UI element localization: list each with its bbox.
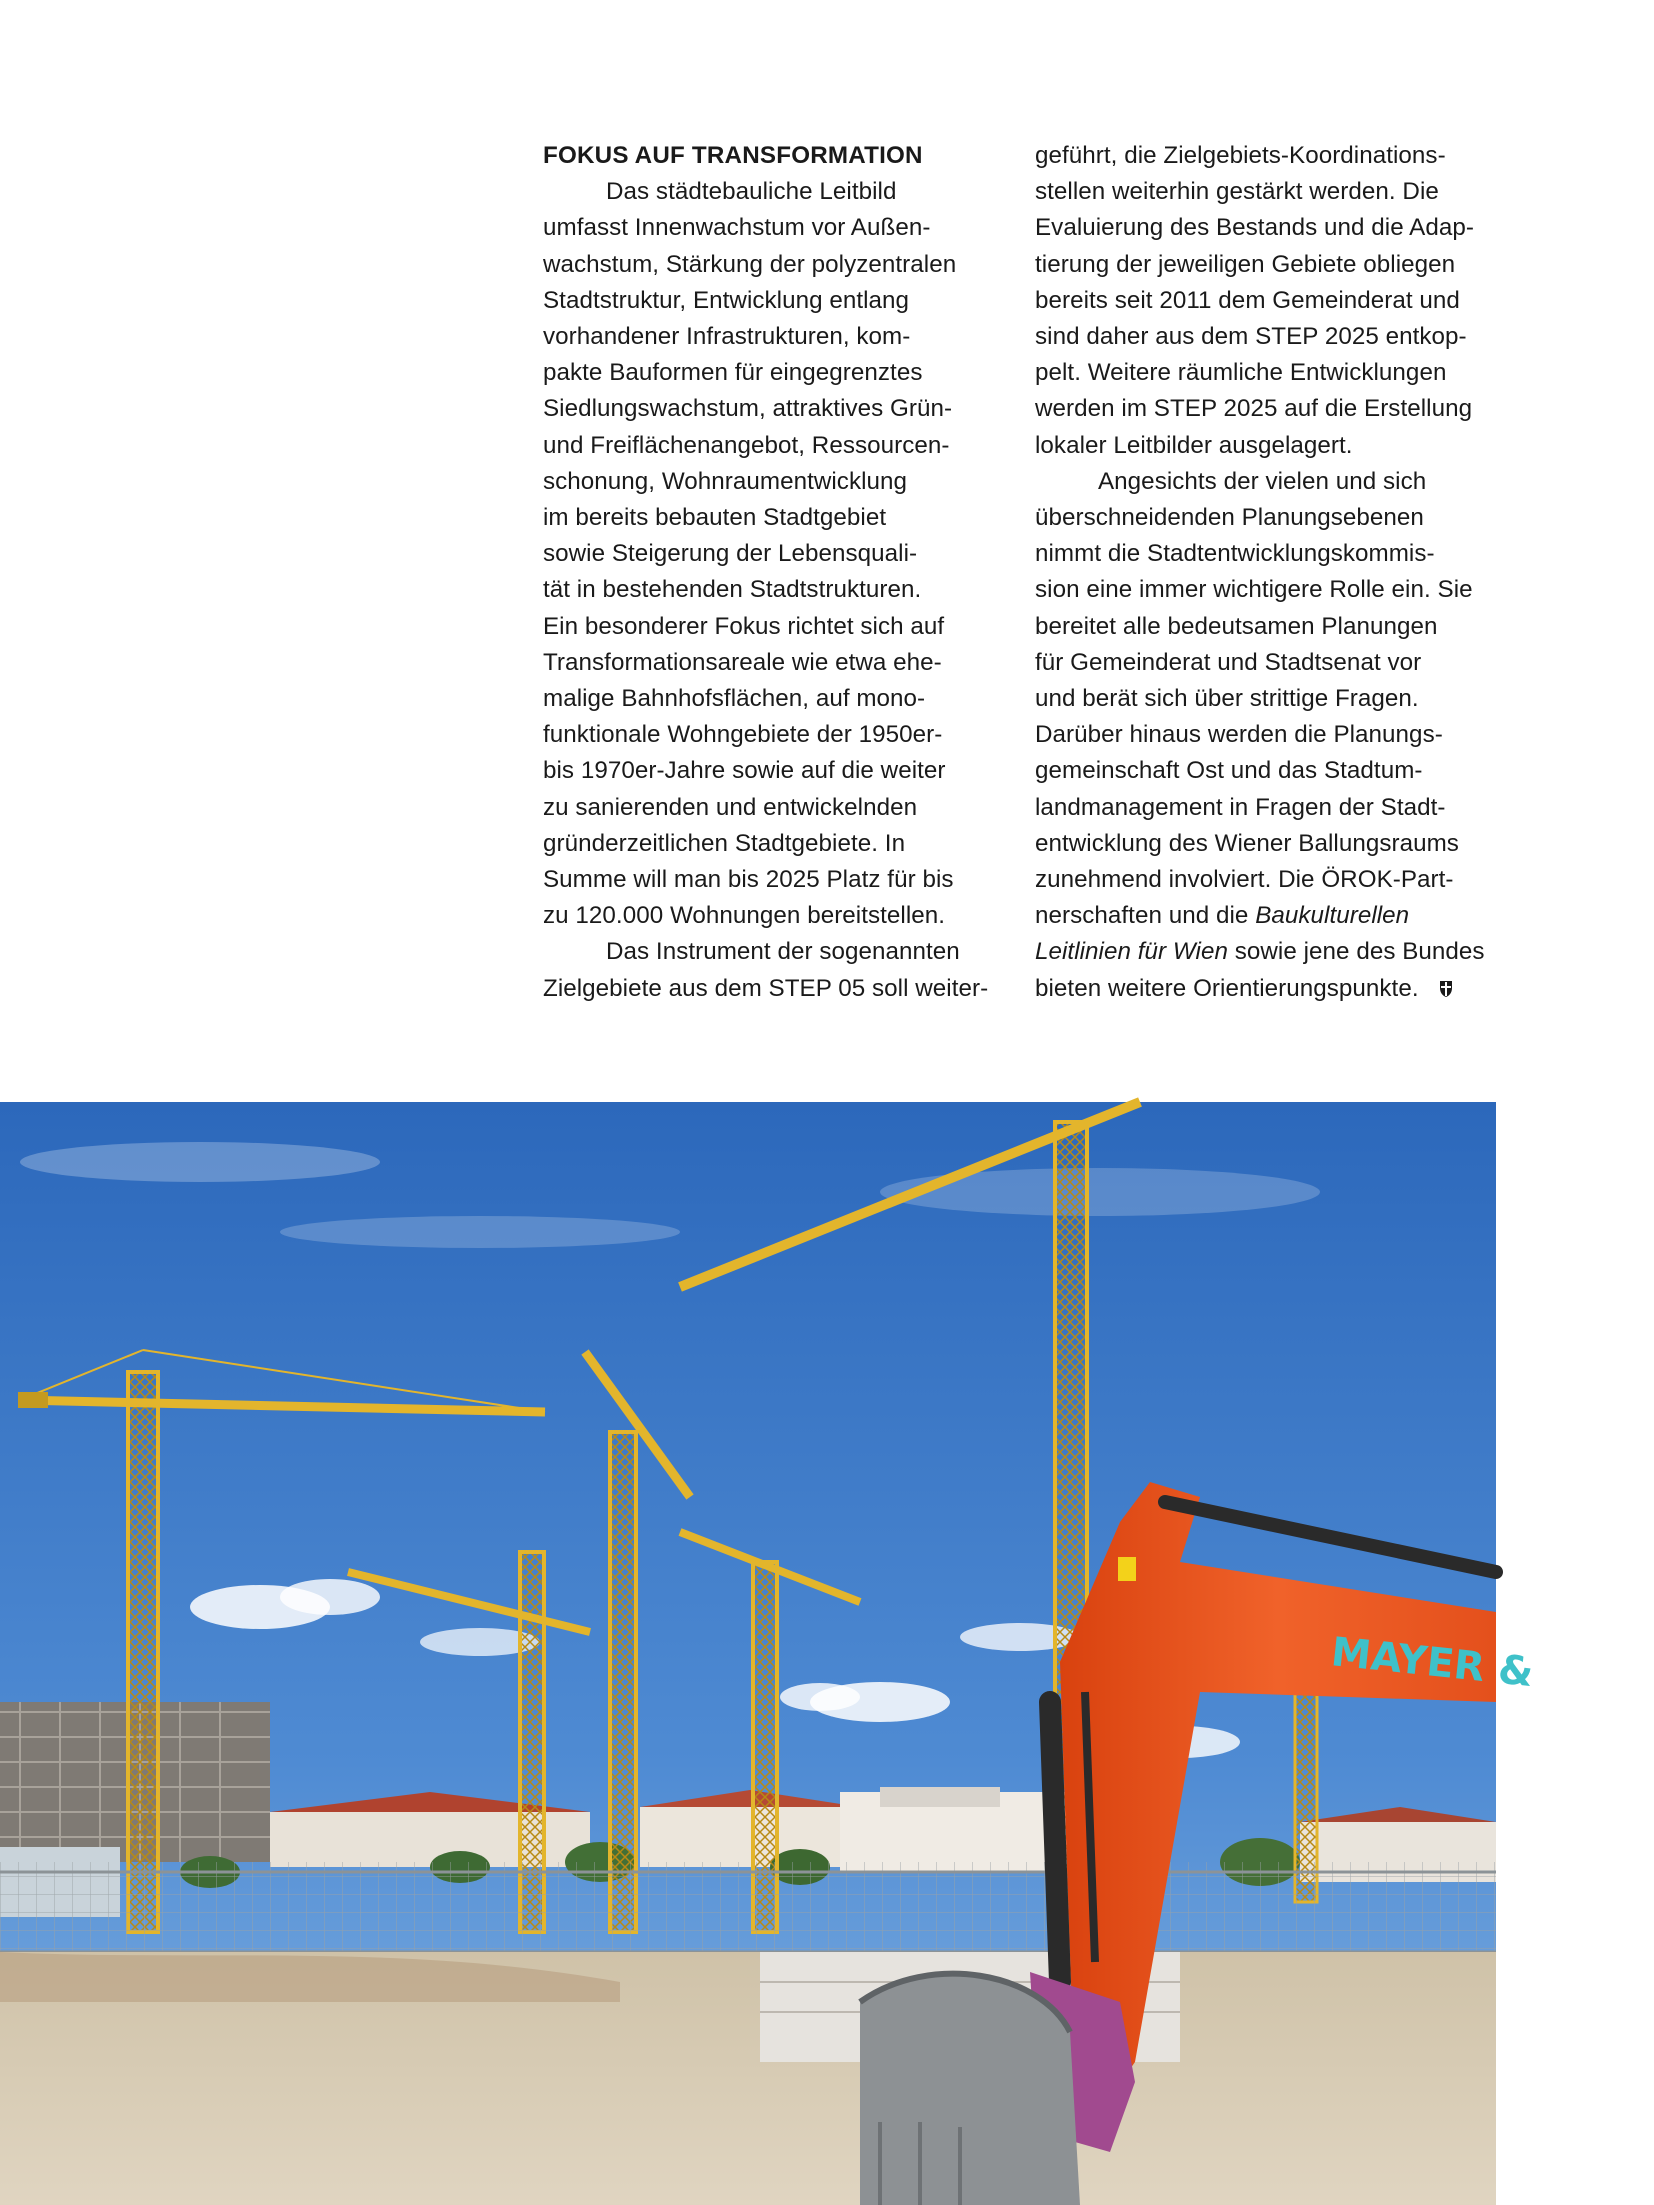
- vienna-coat-of-arms-icon: [1439, 973, 1453, 1009]
- text-line: und Freiflächenangebot, Ressourcen-: [543, 431, 950, 459]
- text-line: für Gemeinderat und Stadtsenat vor: [1035, 648, 1422, 676]
- text-line: sion eine immer wichtigere Rolle ein. Sie: [1035, 576, 1473, 604]
- text-line: Ein besonderer Fokus richtet sich auf: [543, 612, 945, 640]
- section-heading: FOKUS AUF TRANSFORMATION: [543, 142, 923, 169]
- text-line: gemeinschaft Ost und das Stadtum-: [1035, 757, 1423, 785]
- text-line: Zielgebiete aus dem STEP 05 soll weiter-: [543, 974, 989, 1002]
- text-column-left: [543, 138, 1013, 1007]
- text-line-final: [1035, 971, 1505, 1009]
- text-line: wachstum, Stärkung der polyzentralen: [543, 250, 957, 278]
- text-line: zu 120.000 Wohnungen bereitstellen.: [543, 902, 946, 930]
- text-line: lokaler Leitbilder ausgelagert.: [1035, 431, 1353, 459]
- text-line: bis 1970er-Jahre sowie auf die weiter: [543, 757, 946, 785]
- text-line: Transformationsareale wie etwa ehe-: [543, 648, 942, 676]
- text-line: überschneidenden Planungsebenen: [1035, 504, 1424, 532]
- text-line: vorhandener Infrastrukturen, kom-: [543, 323, 911, 351]
- italic-title-run: Leitlinien für Wien: [1035, 938, 1228, 966]
- text-line: bereits seit 2011 dem Gemeinderat und: [1035, 286, 1460, 314]
- text-line: malige Bahnhofsflächen, auf mono-: [543, 685, 926, 713]
- text-line: sowie Steigerung der Lebensquali-: [543, 540, 918, 568]
- text-line: Darüber hinaus werden die Planungs-: [1035, 721, 1443, 749]
- text-line: und berät sich über strittige Fragen.: [1035, 685, 1419, 713]
- text-line-mixed: [1035, 934, 1505, 970]
- text-line: schonung, Wohnraumentwicklung: [543, 467, 908, 495]
- text-column-right: [1035, 138, 1505, 1009]
- text-line: bereitet alle bedeutsamen Planungen: [1035, 612, 1438, 640]
- text-line: werden im STEP 2025 auf die Erstellung: [1035, 395, 1473, 423]
- ground: [0, 1952, 1496, 2205]
- text-line: zunehmend involviert. Die ÖROK-Part-: [1035, 866, 1454, 894]
- text-line: Angesichts der vielen und sich: [1098, 467, 1427, 495]
- text-line: geführt, die Zielgebiets-Koordinations-: [1035, 142, 1446, 169]
- text-line: Stadtstruktur, Entwicklung entlang: [543, 286, 910, 314]
- text-line: Evaluierung des Bestands und die Adap-: [1035, 214, 1474, 242]
- text-line: Das Instrument der sogenannten: [606, 938, 960, 966]
- text-line: tierung der jeweiligen Gebiete obliegen: [1035, 250, 1456, 278]
- text-line: entwicklung des Wiener Ballungsraums: [1035, 829, 1459, 857]
- text-line: landmanagement in Fragen der Stadt-: [1035, 793, 1446, 821]
- excavator-lettering: MAYER &: [1328, 1629, 1536, 1697]
- italic-title-run: Baukulturellen: [1255, 902, 1410, 930]
- text-line-mixed: [1035, 898, 1505, 934]
- text-line: funktionale Wohngebiete der 1950er-: [543, 721, 943, 749]
- text-line: stellen weiterhin gestärkt werden. Die: [1035, 178, 1439, 206]
- text-line: Summe will man bis 2025 Platz für bis: [543, 866, 954, 894]
- construction-fence: [0, 1862, 1496, 1952]
- text-run: sowie jene des Bundes: [1228, 938, 1485, 966]
- construction-site-photo: [0, 1102, 1536, 2205]
- text-line: gründerzeitlichen Stadtgebiete. In: [543, 829, 906, 857]
- text-line: pelt. Weitere räumliche Entwicklungen: [1035, 359, 1447, 387]
- text-run: bieten weitere Orientierungspunkte.: [1035, 974, 1419, 1002]
- text-line: sind daher aus dem STEP 2025 entkop-: [1035, 323, 1467, 351]
- text-line: Siedlungswachstum, attraktives Grün-: [543, 395, 953, 423]
- text-line: tät in bestehenden Stadtstrukturen.: [543, 576, 922, 604]
- text-line: Das städtebauliche Leitbild: [606, 178, 897, 206]
- text-line: im bereits bebauten Stadtgebiet: [543, 504, 887, 532]
- text-line: zu sanierenden und entwickelnden: [543, 793, 918, 821]
- text-run: nerschaften und die: [1035, 902, 1256, 930]
- text-line: umfasst Innenwachstum vor Außen-: [543, 214, 931, 242]
- text-line: pakte Bauformen für eingegrenztes: [543, 359, 923, 387]
- text-line: nimmt die Stadtentwicklungskommis-: [1035, 540, 1435, 568]
